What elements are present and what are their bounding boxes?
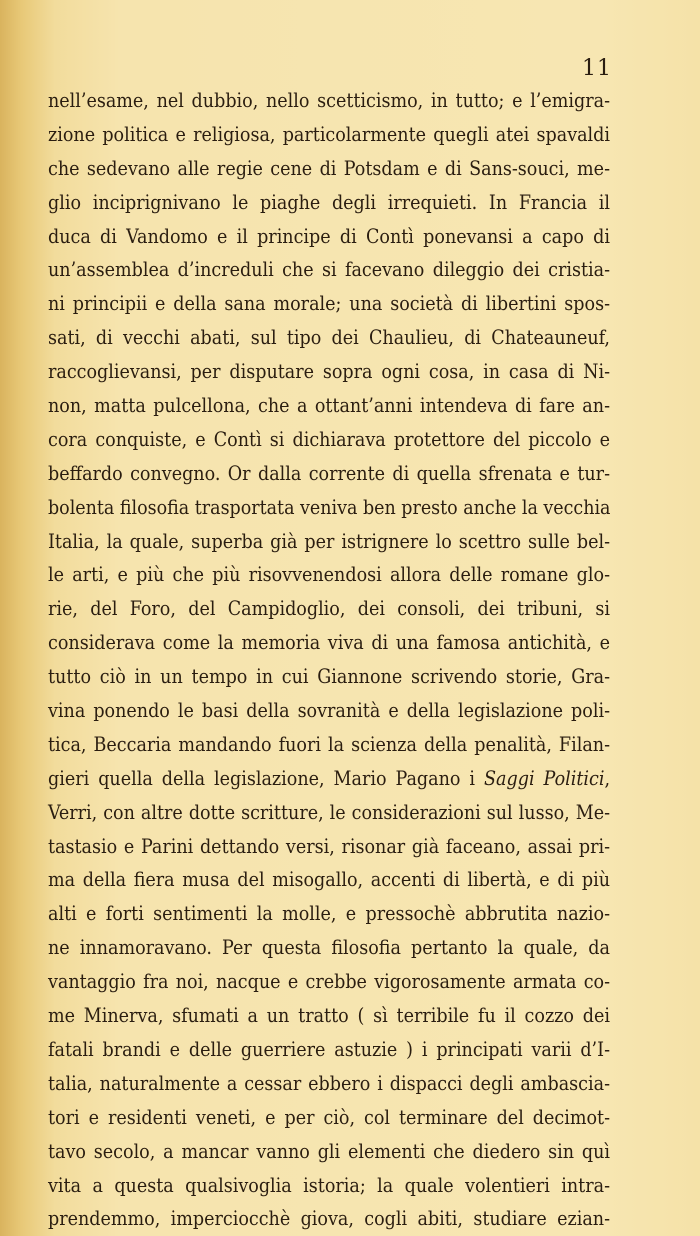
text-line: beffardo convegno. Or dalla corrente di quella sfrenata e tur- bbox=[48, 461, 610, 485]
text-line: bolenta filosofia trasportata veniva ben presto anche la vecchia bbox=[48, 495, 611, 519]
text-line: alti e forti sentimenti la molle, e pressochè abbrutita nazio- bbox=[48, 902, 610, 926]
title-comma: , bbox=[604, 766, 611, 790]
text-line: zione politica e religiosa, particolarmente quegli atei spavaldi bbox=[48, 122, 610, 146]
text-line: tavo secolo, a mancar vanno gli elementi che diedero sin quì bbox=[48, 1139, 610, 1163]
body-text bbox=[48, 84, 610, 1236]
text-line: che sedevano alle regie cene di Potsdam e di Sans-souci, me- bbox=[48, 156, 610, 180]
text-line: Italia, la quale, superba già per istrignere lo scettro sulle bel- bbox=[48, 529, 610, 553]
text-line: tica, Beccaria mandando fuori la scienza della penalità, Filan- bbox=[48, 732, 610, 756]
text-line: tastasio e Parini dettando versi, risonar già faceano, assai pri- bbox=[48, 834, 610, 858]
text-line: le arti, e più che più risovvenendosi allora delle romane glo- bbox=[48, 563, 610, 587]
text-line-start: gieri quella della legislazione, Mario Pagano i bbox=[48, 766, 485, 790]
text-line: nell’esame, nel dubbio, nello scetticismo, in tutto; e l’emigra- bbox=[48, 89, 610, 112]
text-line: vantaggio fra noi, nacque e crebbe vigorosamente armata co- bbox=[48, 970, 610, 994]
text-line: me Minerva, sfumati a un tratto ( sì terribile fu il cozzo dei bbox=[48, 1004, 610, 1028]
text-line: ne innamoravano. Per questa filosofia pertanto la quale, da bbox=[48, 936, 610, 960]
text-line: sati, di vecchi abati, sul tipo dei Chaulieu, di Chateauneuf, bbox=[48, 326, 610, 350]
text-line: prendemmo, imperciocchè giova, cogli abiti, studiare ezian- bbox=[48, 1207, 610, 1231]
text-line: duca di Vandomo e il principe di Contì ponevansi a capo di bbox=[48, 224, 610, 248]
text-line-with-title bbox=[48, 762, 610, 796]
text-line: rie, del Foro, del Campidoglio, dei consoli, dei tribuni, si bbox=[48, 597, 610, 621]
text-line: vita a questa qualsivoglia istoria; la quale volentieri intra- bbox=[48, 1173, 610, 1197]
text-line: talia, naturalmente a cessar ebbero i dispacci degli ambascia- bbox=[48, 1071, 610, 1095]
text-line: glio inciprignivano le piaghe degli irrequieti. In Francia il bbox=[48, 190, 610, 214]
text-line: tori e residenti veneti, e per ciò, col terminare del decimot- bbox=[48, 1105, 610, 1129]
italic-book-title: Saggi Politici bbox=[484, 766, 605, 790]
text-line: fatali brandi e delle guerriere astuzie ) i principati varii d’I- bbox=[48, 1037, 610, 1061]
text-line: un’assemblea d’increduli che si facevano dileggio dei cristia- bbox=[48, 258, 610, 282]
text-line: ma della fiera musa del misogallo, accenti di libertà, e di più bbox=[48, 868, 610, 892]
text-line: raccoglievansi, per disputare sopra ogni cosa, in casa di Ni- bbox=[48, 360, 610, 384]
text-line: vina ponendo le basi della sovranità e della legislazione poli- bbox=[48, 699, 610, 723]
text-line: ni principii e della sana morale; una società di libertini spos- bbox=[48, 292, 610, 316]
text-line: cora conquiste, e Contì si dichiarava protettore del piccolo e bbox=[48, 427, 610, 451]
text-line: non, matta pulcellona, che a ottant’anni intendeva di fare an- bbox=[48, 394, 610, 418]
text-line: considerava come la memoria viva di una famosa antichità, e bbox=[48, 631, 610, 655]
text-line: Verri, con altre dotte scritture, le considerazioni sul lusso, Me- bbox=[48, 800, 610, 824]
page-number: 11 bbox=[582, 56, 612, 81]
text-line: tutto ciò in un tempo in cui Giannone scrivendo storie, Gra- bbox=[48, 665, 610, 689]
